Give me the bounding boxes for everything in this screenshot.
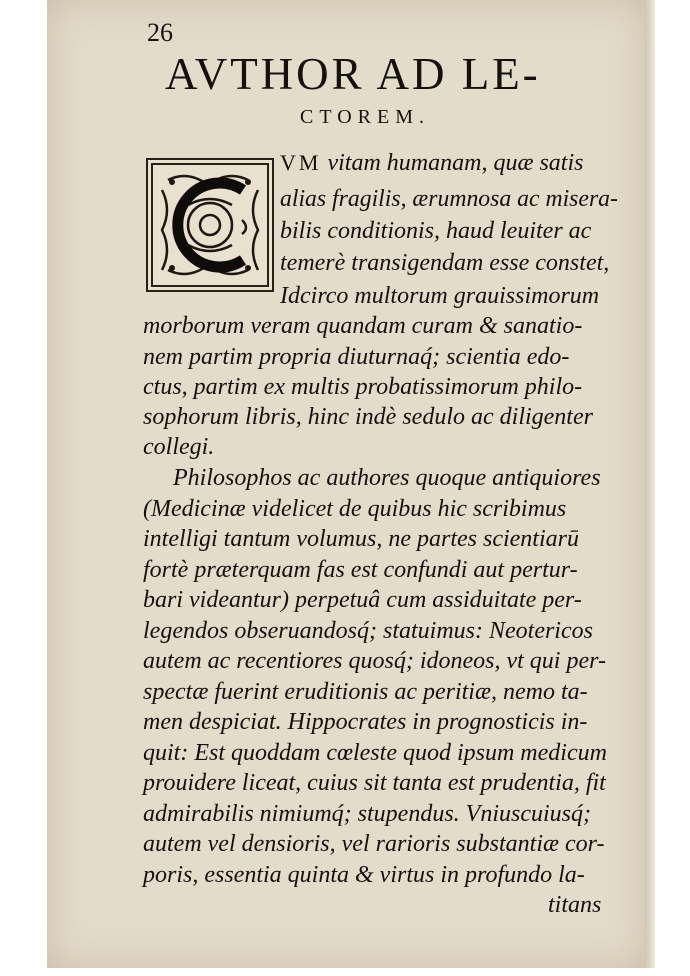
text-line: temerè transigendam esse constet, (280, 250, 610, 276)
text-line: titans (548, 892, 602, 918)
text-line: alias fragilis, ærumnosa ac misera- (280, 186, 618, 212)
text-line: intelligi tantum volumus, ne partes scientiarū (143, 526, 579, 552)
text-line: men despiciat. Hippocrates in prognosticis in- (143, 709, 588, 735)
text-line: collegi. (143, 434, 215, 460)
text-line: quit: Est quoddam cœleste quod ipsum medicum (143, 740, 607, 766)
page-number: 26 (147, 18, 173, 47)
text-line: prouidere liceat, cuius sit tanta est prudentia, fit (143, 770, 606, 796)
heading-title: AVTHOR AD LE- (165, 49, 541, 99)
text-line: (Medicinæ videlicet de quibus hic scribimus (143, 496, 567, 522)
text-line: autem ac recentiores quosq́; idoneos, vt qui per- (143, 648, 606, 674)
text-line: morborum veram quandam curam & sanatio- (143, 313, 583, 339)
text-line: poris, essentia quinta & virtus in profundo la- (143, 862, 585, 888)
decorated-initial-c (146, 158, 274, 292)
text-line: bari videantur) perpetuâ cum assiduitate per- (143, 587, 582, 613)
text-line: sophorum libris, hinc indè sedulo ac diligenter (143, 404, 593, 430)
text-line: nem partim propria diuturnaq́; scientia edo- (143, 344, 570, 370)
text-line: spectæ fuerint eruditionis ac peritiæ, nemo ta- (143, 679, 588, 705)
page-bottom-margin (47, 968, 655, 976)
heading-subtitle: CTOREM. (300, 106, 430, 128)
text-line: fortè præterquam fas est confundi aut pertur- (143, 557, 578, 583)
text-line: autem vel densioris, vel rarioris substantiæ cor- (143, 831, 605, 857)
ornament-initial-icon (148, 160, 272, 290)
text-line: legendos obseruandosq́; statuimus: Neotericos (143, 618, 593, 644)
text-line: ctus, partim ex multis probatissimorum philo- (143, 374, 583, 400)
text-line: Idcirco multorum grauissimorum (280, 283, 600, 309)
text-line: Philosophos ac authores quoque antiquiores (173, 465, 601, 491)
page-edge (645, 0, 655, 968)
first-word-caps: VM (280, 150, 322, 175)
text-line: admirabilis nimiumq́; stupendus. Vniuscuiusq́; (143, 801, 591, 827)
text-line (280, 150, 583, 177)
text-line-rest: vitam humanam, quæ satis (321, 150, 584, 176)
text-line: bilis conditionis, haud leuiter ac (280, 218, 592, 244)
